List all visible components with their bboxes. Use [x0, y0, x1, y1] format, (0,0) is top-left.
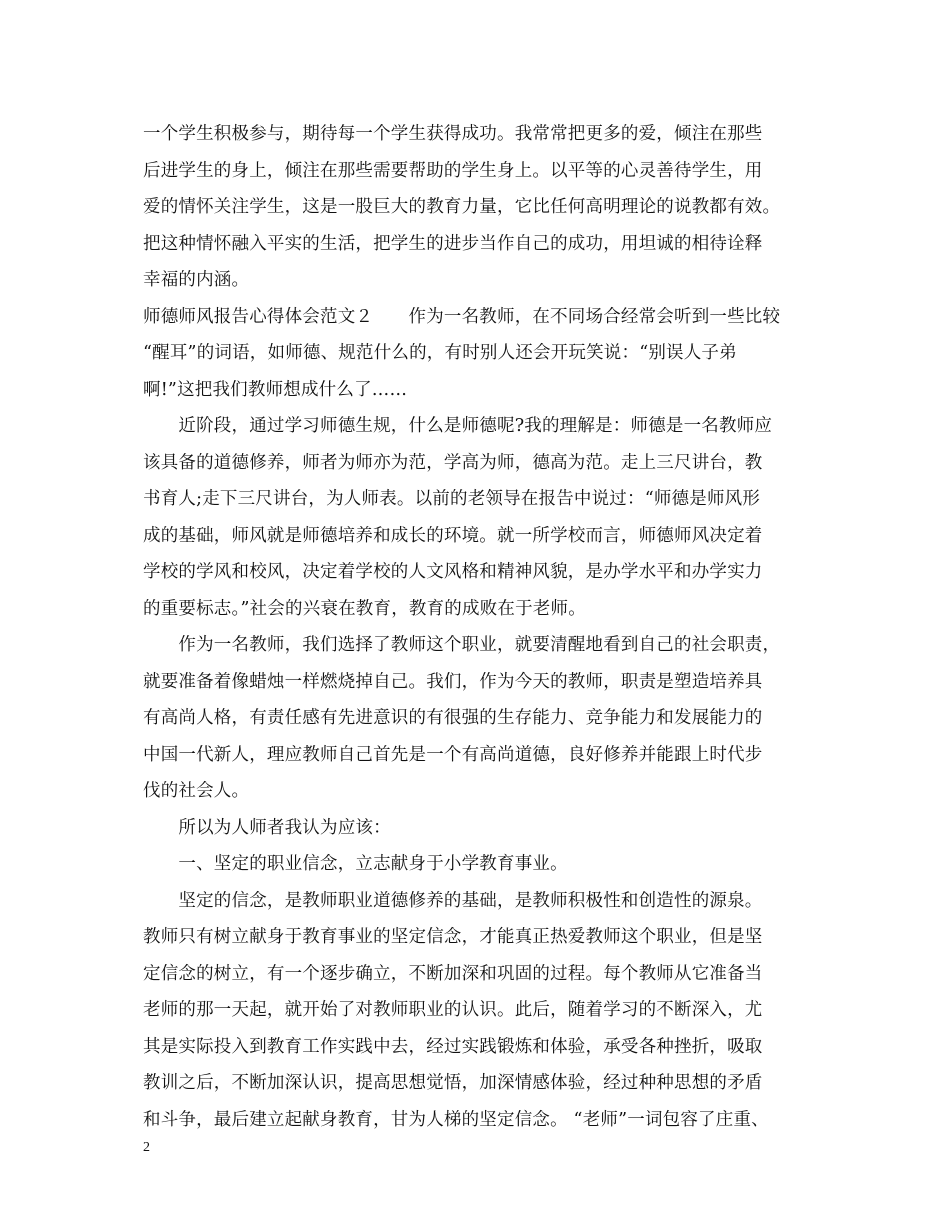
text-line: 该具备的道德修养，师者为师亦为范，学高为师，德高为范。走上三尺讲台，教	[143, 452, 763, 473]
text-line: 定信念的树立，有一个逐步确立，不断加深和巩固的过程。每个教师从它准备当	[143, 963, 763, 984]
text-line: 就要准备着像蜡烛一样燃烧掉自己。我们，作为今天的教师，职责是塑造培养具	[143, 671, 763, 692]
list-heading-line: 一、坚定的职业信念，立志献身于小学教育事业。	[143, 854, 568, 874]
text-line: 学校的学风和校风，决定着学校的人文风格和精神风貌，是办学水平和办学实力	[143, 562, 763, 582]
text-line: 有高尚人格，有责任感有先进意识的有很强的生存能力、竞争能力和发展能力的	[143, 708, 763, 728]
text-line: 中国一代新人，理应教师自己首先是一个有高尚道德，良好修养并能跟上时代步	[143, 744, 763, 765]
text-line: 把这种情怀融入平实的生活，把学生的进步当作自己的成功，用坦诚的相待诠释	[143, 233, 763, 254]
text-line: 书育人;走下三尺讲台，为人师表。以前的老领导在报告中说过：“师德是师风形	[143, 489, 761, 509]
text-line: 伐的社会人。	[143, 781, 250, 801]
section-heading-line: 师德师风报告心得体会范文２ 作为一名教师，在不同场合经常会听到一些比较	[143, 306, 781, 327]
text-line: 近阶段，通过学习师德生规，什么是师德呢?我的理解是：师德是一名教师应	[143, 416, 773, 436]
text-line: 作为一名教师，我们选择了教师这个职业，就要清醒地看到自己的社会职责，	[143, 635, 781, 655]
text-line: 后进学生的身上，倾注在那些需要帮助的学生身上。以平等的心灵善待学生，用	[143, 160, 763, 181]
text-line: 一个学生积极参与，期待每一个学生获得成功。我常常把更多的爱，倾注在那些	[143, 124, 763, 144]
text-line: 其是实际投入到教育工作实践中去，经过实践锻炼和体验，承受各种挫折，吸取	[143, 1036, 763, 1057]
text-line: 啊!”这把我们教师想成什么了……	[143, 379, 408, 400]
text-line: “醒耳”的词语，如师德、规范什么的，有时别人还会开玩笑说：“别误人子弟	[143, 343, 737, 363]
text-line: 教训之后，不断加深认识，提高思想觉悟，加深情感体验，经过种种思想的矛盾	[143, 1073, 763, 1093]
page-number: 2	[143, 1140, 150, 1155]
text-line: 的重要标志。”社会的兴衰在教育，教育的成败在于老师。	[143, 598, 586, 619]
text-line: 教师只有树立献身于教育事业的坚定信念，才能真正热爱教师这个职业，但是坚	[143, 927, 763, 947]
text-line: 和斗争，最后建立起献身教育，甘为人梯的坚定信念。 “老师”一词包容了庄重、	[143, 1109, 769, 1130]
text-line: 所以为人师者我认为应该：	[143, 817, 391, 838]
text-line: 坚定的信念，是教师职业道德修养的基础，是教师积极性和创造性的源泉。	[143, 890, 763, 911]
text-line: 爱的情怀关注学生，这是一股巨大的教育力量，它比任何高明理论的说教都有效。	[143, 197, 781, 217]
text-line: 老师的那一天起，就开始了对教师职业的认识。此后，随着学习的不断深入，尤	[143, 1000, 763, 1020]
text-line: 成的基础，师风就是师德培养和成长的环境。就一所学校而言，师德师风决定着	[143, 525, 763, 546]
text-line: 幸福的内涵。	[143, 270, 250, 290]
body-text	[143, 116, 823, 1138]
